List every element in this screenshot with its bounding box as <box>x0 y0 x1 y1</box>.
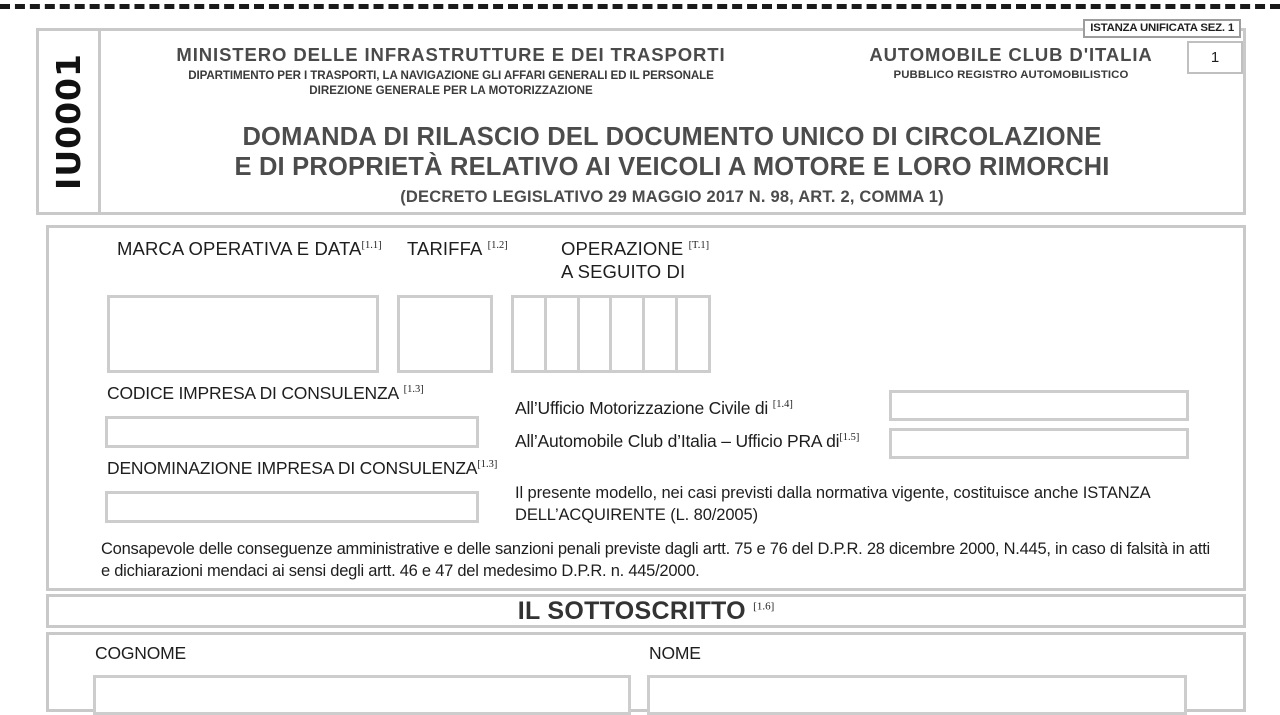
sottoscritto-band <box>46 594 1246 628</box>
tariffa-ref: [1.2] <box>487 239 508 251</box>
ufficio-pra-label-text: All’Automobile Club d’Italia – Ufficio PRA di <box>515 431 840 451</box>
tariffa-input[interactable] <box>397 295 493 373</box>
header-body <box>101 22 1243 212</box>
operazione-cell[interactable] <box>514 298 547 370</box>
nome-input[interactable] <box>647 675 1187 715</box>
istanza-sezione-value[interactable]: 1 <box>1187 41 1243 74</box>
cut-line <box>0 4 1280 9</box>
ufficio-motorizzazione-input[interactable] <box>889 390 1189 421</box>
form-code: IU0001 <box>49 53 89 190</box>
marca-operativa-label-text: MARCA OPERATIVA E DATA <box>117 238 362 259</box>
denominazione-impresa-label-text: DENOMINAZIONE IMPRESA DI CONSULENZA <box>107 458 478 478</box>
operazione-label <box>561 238 709 260</box>
operazione-cell[interactable] <box>580 298 613 370</box>
operazione-ref: [T.1] <box>688 239 710 251</box>
marca-operativa-input[interactable] <box>107 295 379 373</box>
denominazione-impresa-input[interactable] <box>105 491 479 523</box>
istanza-unificata-label: ISTANZA UNIFICATA SEZ. 1 <box>1083 19 1241 38</box>
denominazione-impresa-ref: [1.3] <box>477 459 498 471</box>
codice-impresa-ref: [1.3] <box>403 384 424 396</box>
form-code-column <box>39 31 101 212</box>
marca-operativa-ref: [1.1] <box>361 239 382 251</box>
ufficio-motorizzazione-ref: [1.4] <box>772 399 793 411</box>
denominazione-impresa-label <box>107 458 497 479</box>
istanza-acquirente-note: Il presente modello, nei casi previsti dalla normativa vigente, costituisce anche ISTANZA DELL’ACQUIRENTE (L. 80/2005) <box>515 484 1150 524</box>
operazione-label-text: OPERAZIONE <box>561 238 684 259</box>
section-1-frame <box>46 225 1246 591</box>
operazione-cell[interactable] <box>612 298 645 370</box>
ufficio-pra-input[interactable] <box>889 428 1189 459</box>
ufficio-motorizzazione-label <box>515 398 793 419</box>
ufficio-pra-ref: [1.5] <box>839 432 860 444</box>
operazione-cells-group <box>511 295 711 373</box>
codice-impresa-label <box>107 383 424 404</box>
declaration-text: Consapevole delle conseguenze amministrative e delle sanzioni penali previste dagli artt. 75 e 76 del D.P.R. 28 dicembre 2000, N.445, in caso di falsità in atti e dichiarazioni mendaci ai sensi degli artt. 46 e 47 del medesimo D.P.R. n. 445/2000. <box>101 540 1210 581</box>
ministry-subtitle-2: DIREZIONE GENERALE PER LA MOTORIZZAZIONE <box>309 84 593 98</box>
tariffa-label <box>407 238 508 260</box>
nome-label: NOME <box>649 643 701 663</box>
sottoscritto-ref: [1.6] <box>753 600 775 613</box>
aci-subtitle: PUBBLICO REGISTRO AUTOMOBILISTICO <box>893 68 1129 81</box>
document-title-line-1: DOMANDA DI RILASCIO DEL DOCUMENTO UNICO DI CIRCOLAZIONE <box>242 123 1102 151</box>
operazione-cell[interactable] <box>678 298 708 370</box>
ufficio-motorizzazione-label-text: All’Ufficio Motorizzazione Civile di <box>515 398 769 418</box>
document-title-line-2: E DI PROPRIETÀ RELATIVO AI VEICOLI A MOTORE E LORO RIMORCHI <box>234 152 1110 181</box>
document-title-line-3: (DECRETO LEGISLATIVO 29 MAGGIO 2017 N. 98, ART. 2, COMMA 1) <box>400 187 944 206</box>
tariffa-label-text: TARIFFA <box>407 238 483 259</box>
document-title <box>101 123 1243 207</box>
operazione-label-line-2: A SEGUITO DI <box>561 261 686 282</box>
codice-impresa-label-text: CODICE IMPRESA DI CONSULENZA <box>107 383 399 403</box>
header-frame <box>36 22 1246 215</box>
codice-impresa-input[interactable] <box>105 416 479 448</box>
organization-row <box>101 45 1243 111</box>
sottoscritto-title-text: IL SOTTOSCRITTO <box>517 596 746 625</box>
aci-title: AUTOMOBILE CLUB D'ITALIA <box>869 44 1153 65</box>
sottoscritto-title <box>518 597 774 626</box>
ministry-title: MINISTERO DELLE INFRASTRUTTURE E DEI TRASPORTI <box>176 44 726 65</box>
ministry-subtitle-1: DIPARTIMENTO PER I TRASPORTI, LA NAVIGAZIONE GLI AFFARI GENERALI ED IL PERSONALE <box>188 68 714 82</box>
operazione-cell[interactable] <box>547 298 580 370</box>
names-frame <box>46 632 1246 712</box>
cognome-label: COGNOME <box>95 643 186 663</box>
aci-block <box>801 45 1221 83</box>
operazione-cell[interactable] <box>645 298 678 370</box>
ministry-block <box>121 45 781 98</box>
ufficio-pra-label <box>515 431 859 452</box>
cognome-input[interactable] <box>93 675 631 715</box>
marca-operativa-label <box>117 238 382 260</box>
